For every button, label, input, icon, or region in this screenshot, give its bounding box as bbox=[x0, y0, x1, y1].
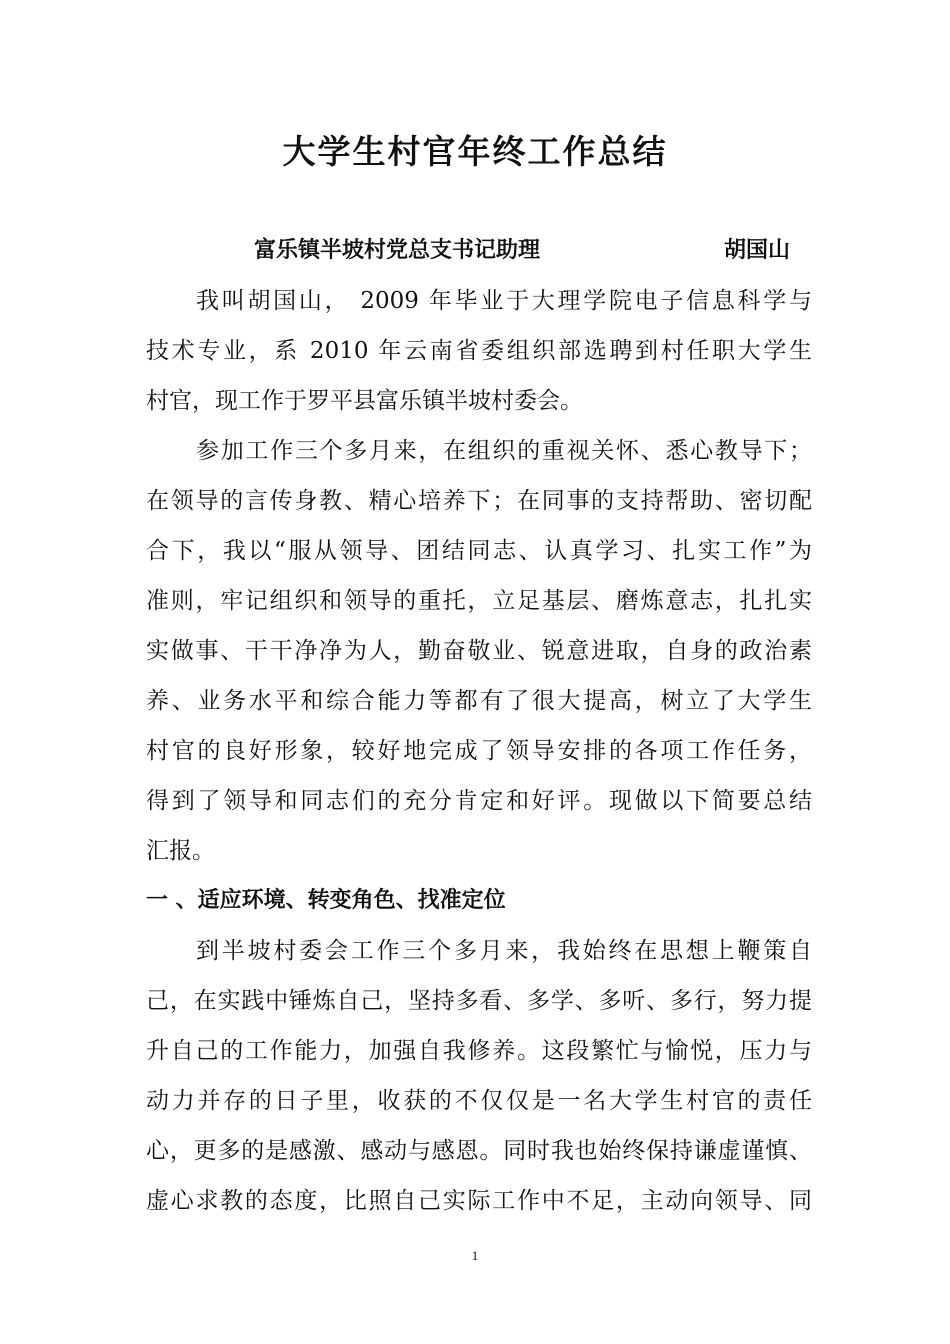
paragraph-2-line: 养、业务水平和综合能力等都有了很大提高，树立了大学生 bbox=[146, 688, 812, 714]
paragraph-2-line: 准则，牢记组织和领导的重托，立足基层、磨炼意志，扎扎实 bbox=[146, 588, 812, 614]
paragraph-2-line: 在领导的言传身教、精心培养下；在同事的支持帮助、密切配 bbox=[146, 488, 812, 514]
document-body bbox=[146, 226, 812, 1226]
document-title: 大学生村官年终工作总结 bbox=[282, 132, 668, 171]
paragraph-3-line: 动力并存的日子里，收获的不仅仅是一名大学生村官的责任 bbox=[146, 1088, 812, 1114]
paragraph-2-line: 汇报。 bbox=[146, 838, 215, 864]
paragraph-3-line: 到半坡村委会工作三个多月来，我始终在思想上鞭策自 bbox=[196, 938, 812, 964]
paragraph-2-line: 合下，我以“服从领导、团结同志、认真学习、扎实工作”为 bbox=[146, 538, 812, 564]
section-1-heading: 一 、适应环境、转变角色、找准定位 bbox=[146, 888, 506, 913]
paragraph-2-line: 得到了领导和同志们的充分肯定和好评。现做以下简要总结 bbox=[146, 788, 812, 814]
paragraph-3-line: 心，更多的是感激、感动与感恩。同时我也始终保持谦虚谨慎、 bbox=[146, 1138, 812, 1164]
page-number: 1 bbox=[471, 1248, 479, 1263]
paragraph-3-line: 己，在实践中锤炼自己，坚持多看、多学、多听、多行，努力提 bbox=[146, 988, 812, 1014]
paragraph-1-line: 村官，现工作于罗平县富乐镇半坡村委会。 bbox=[146, 388, 583, 414]
paragraph-2-line: 实做事、干干净净为人，勤奋敬业、锐意进取，自身的政治素 bbox=[146, 638, 812, 664]
author-line bbox=[146, 226, 812, 276]
paragraph-3-line: 升自己的工作能力，加强自我修养。这段繁忙与愉悦，压力与 bbox=[146, 1038, 812, 1064]
paragraph-1-line: 技术专业，系 2010 年云南省委组织部选聘到村任职大学生 bbox=[146, 338, 812, 364]
paragraph-2-line: 参加工作三个多月来，在组织的重视关怀、悉心教导下； bbox=[196, 438, 812, 464]
paragraph-2-line: 村官的良好形象，较好地完成了领导安排的各项工作任务， bbox=[146, 738, 812, 764]
author-name: 胡国山 bbox=[724, 238, 791, 263]
paragraph-1-line: 我叫胡国山， 2009 年毕业于大理学院电子信息科学与 bbox=[196, 288, 812, 314]
author-organization: 富乐镇半坡村党总支书记助理 bbox=[254, 238, 541, 263]
paragraph-3-line: 虚心求教的态度，比照自己实际工作中不足，主动向领导、同 bbox=[146, 1188, 812, 1214]
